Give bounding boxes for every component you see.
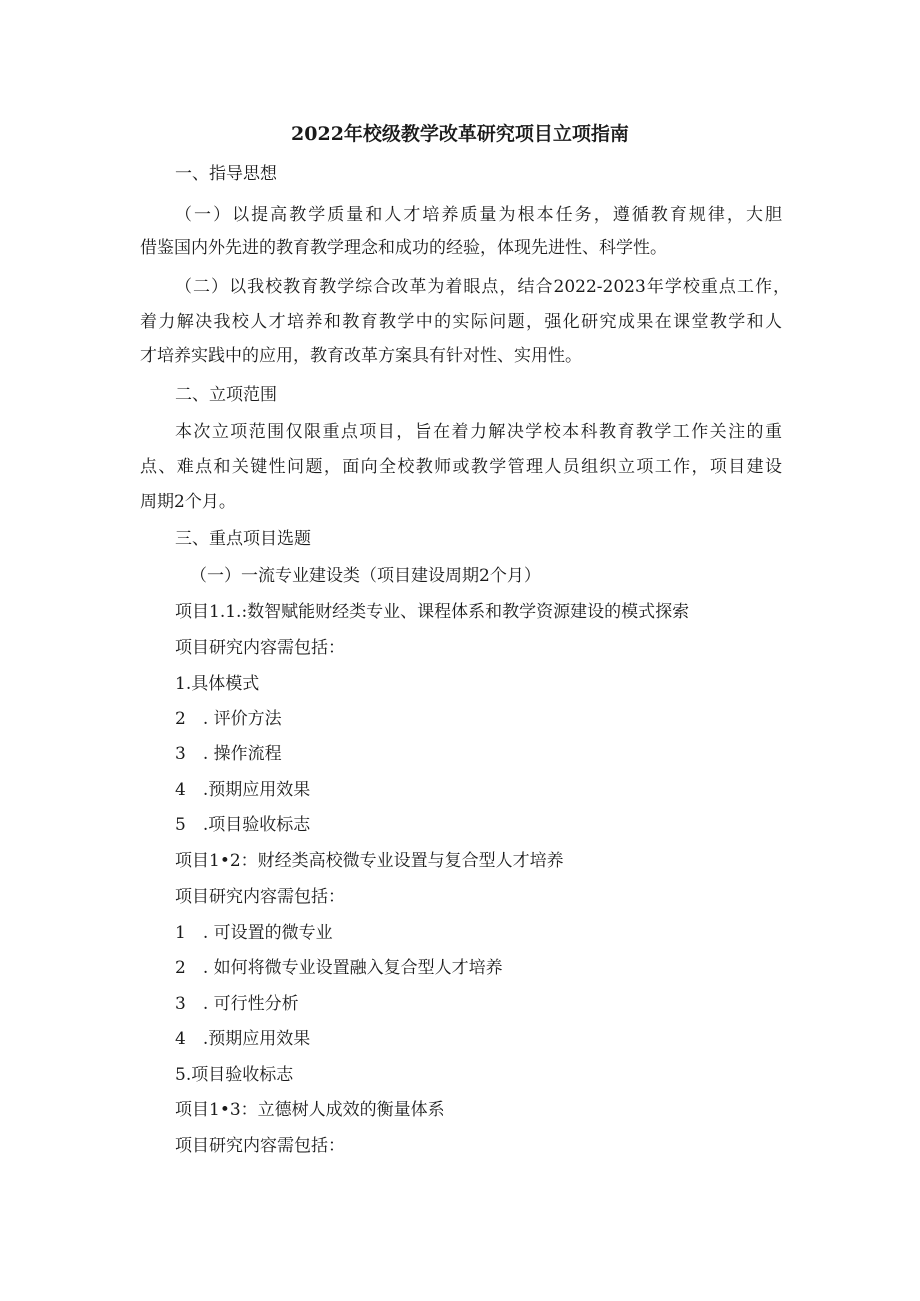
paragraph-2-line-2: 着力解决我校人才培养和教育教学中的实际问题，强化研究成果在课堂教学和人 (140, 312, 782, 332)
project-1-2-item: 3 . 可行性分析 (175, 994, 299, 1014)
section-heading-key-projects: 三、重点项目选题 (175, 529, 311, 549)
project-1-2-intro: 项目研究内容需包括： (175, 887, 345, 907)
paragraph-3-line-2: 点、难点和关键性问题，面向全校教师或教学管理人员组织立项工作，项目建设 (140, 457, 782, 477)
paragraph-3-line-3: 周期2个月。 (140, 492, 236, 512)
project-1-3-intro: 项目研究内容需包括： (175, 1136, 345, 1156)
project-1-1-item: 4 .预期应用效果 (175, 780, 311, 800)
project-1-1-title: 项目1.1.:数智赋能财经类专业、课程体系和教学资源建设的模式探索 (175, 602, 690, 622)
project-1-2-item: 2 . 如何将微专业设置融入复合型人才培养 (175, 958, 503, 978)
project-1-3-title: 项目1•3：立德树人成效的衡量体系 (175, 1100, 445, 1120)
paragraph-1-line-1: （一）以提高教学质量和人才培养质量为根本任务，遵循教育规律，大胆 (175, 205, 782, 225)
paragraph-2-line-1: （二）以我校教育教学综合改革为着眼点，结合2022-2023年学校重点工作， (175, 277, 790, 297)
project-1-2-title: 项目1•2：财经类高校微专业设置与复合型人才培养 (175, 851, 564, 871)
project-1-2-item: 1 . 可设置的微专业 (175, 923, 333, 943)
project-1-1-intro: 项目研究内容需包括： (175, 638, 345, 658)
paragraph-3-line-1: 本次立项范围仅限重点项目，旨在着力解决学校本科教育教学工作关注的重 (175, 422, 782, 442)
project-1-1-item: 1.具体模式 (175, 674, 260, 694)
subsection-heading-first-class-major: （一）一流专业建设类（项目建设周期2个月） (190, 566, 541, 586)
section-heading-guiding-thought: 一、指导思想 (175, 164, 277, 184)
project-1-1-item: 5 .项目验收标志 (175, 815, 311, 835)
project-1-1-item: 2 . 评价方法 (175, 709, 282, 729)
paragraph-1-line-2: 借鉴国内外先进的教育教学理念和成功的经验，体现先进性、科学性。 (140, 238, 667, 258)
project-1-2-item: 5.项目验收标志 (175, 1065, 294, 1085)
paragraph-2-line-3: 才培养实践中的应用，教育改革方案具有针对性、实用性。 (140, 346, 582, 366)
document-title: 2022年校级教学改革研究项目立项指南 (291, 123, 629, 145)
project-1-1-item: 3 . 操作流程 (175, 744, 282, 764)
project-1-2-item: 4 .预期应用效果 (175, 1029, 311, 1049)
section-heading-scope: 二、立项范围 (175, 385, 277, 405)
